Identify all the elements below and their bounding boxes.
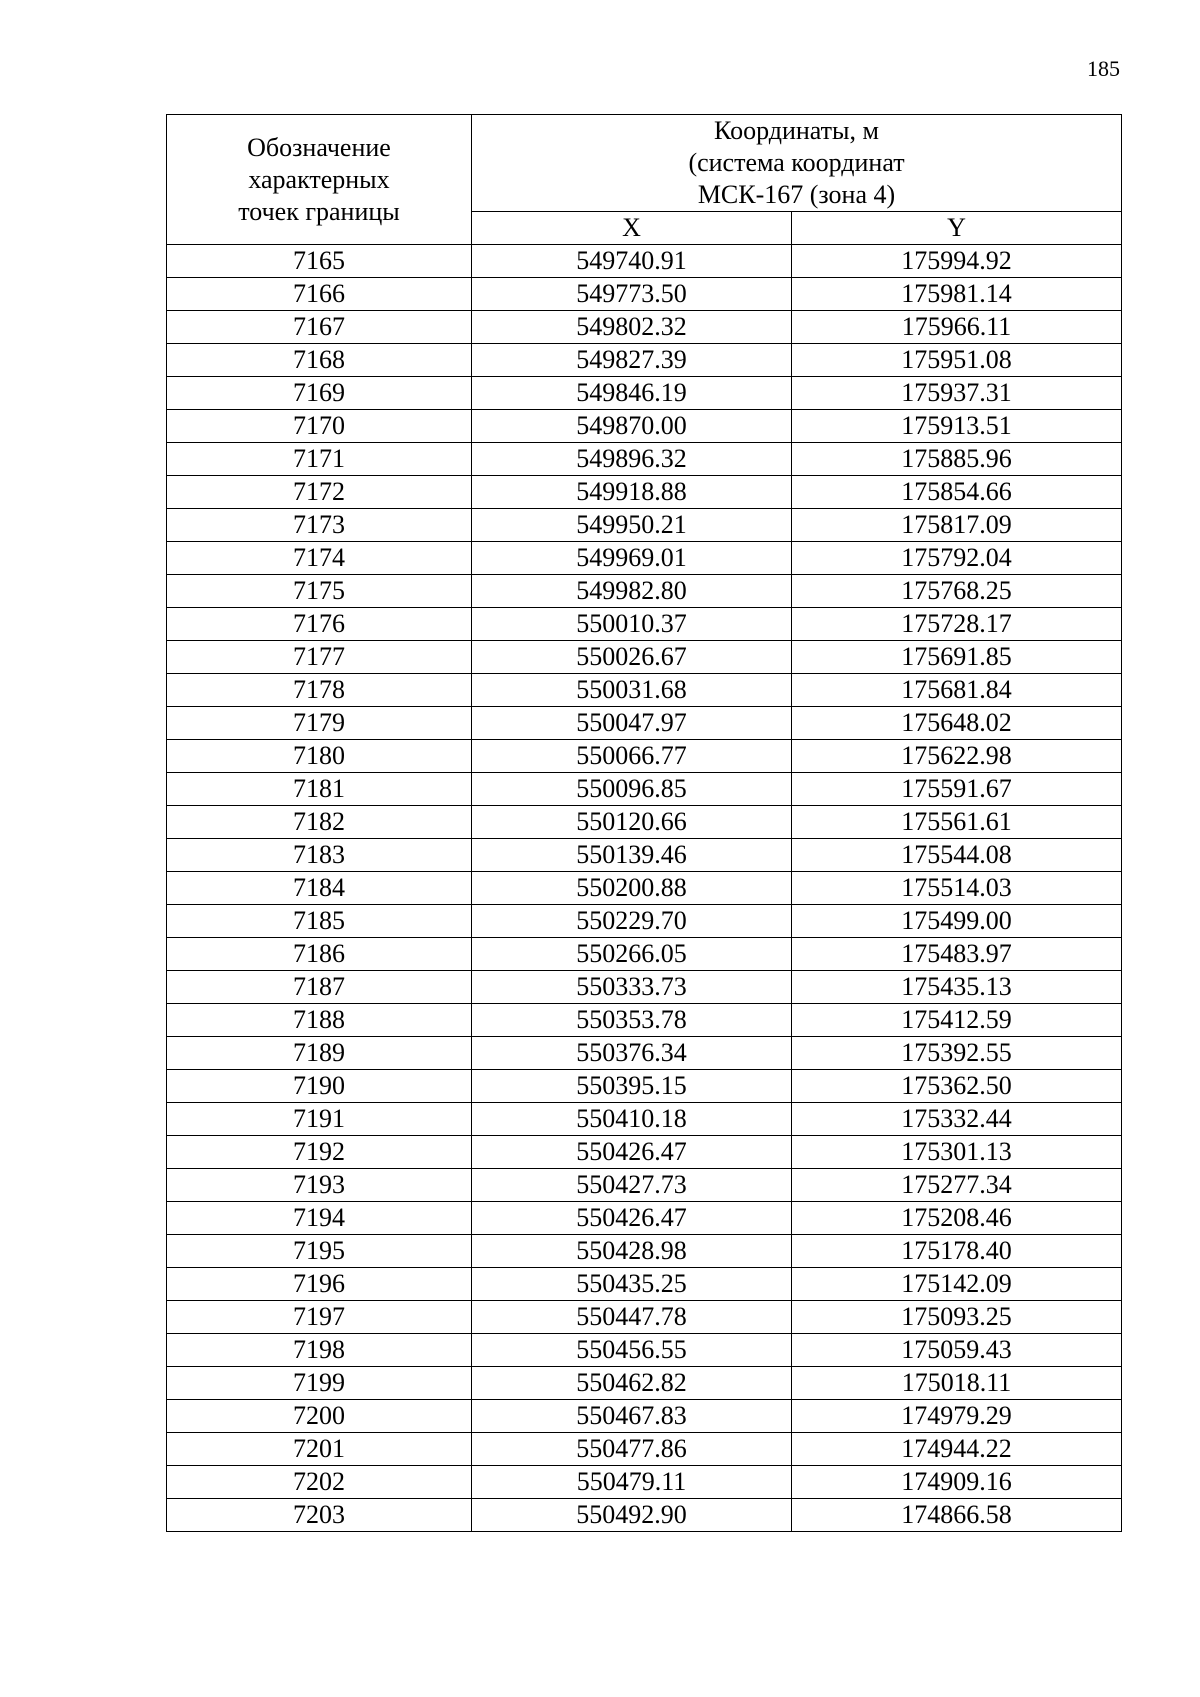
x-coordinate-cell: 550376.34 [472,1037,792,1070]
y-coordinate-cell: 175913.51 [792,410,1122,443]
y-coordinate-cell: 175951.08 [792,344,1122,377]
x-coordinate-cell: 550426.47 [472,1136,792,1169]
table-row [167,311,1122,344]
point-cell: 7177 [167,641,472,674]
table-row [167,1037,1122,1070]
x-coordinate-cell: 549870.00 [472,410,792,443]
point-cell: 7182 [167,806,472,839]
y-coordinate-cell: 175059.43 [792,1334,1122,1367]
y-coordinate-cell: 175362.50 [792,1070,1122,1103]
table-row [167,1367,1122,1400]
table-row [167,905,1122,938]
y-coordinate-cell: 175622.98 [792,740,1122,773]
table-row [167,839,1122,872]
x-coordinate-cell: 549950.21 [472,509,792,542]
point-cell: 7181 [167,773,472,806]
table-row [167,608,1122,641]
y-coordinate-cell: 175093.25 [792,1301,1122,1334]
x-coordinate-cell: 550427.73 [472,1169,792,1202]
point-cell: 7193 [167,1169,472,1202]
table-row [167,938,1122,971]
point-cell: 7166 [167,278,472,311]
x-coordinate-cell: 550200.88 [472,872,792,905]
point-cell: 7194 [167,1202,472,1235]
x-coordinate-cell: 550026.67 [472,641,792,674]
y-coordinate-cell: 175483.97 [792,938,1122,971]
x-coordinate-cell: 550435.25 [472,1268,792,1301]
table-body [167,245,1122,1532]
table-row [167,773,1122,806]
point-cell: 7180 [167,740,472,773]
table-row [167,443,1122,476]
y-coordinate-cell: 175178.40 [792,1235,1122,1268]
table-row [167,1301,1122,1334]
table-row [167,1103,1122,1136]
point-header-line: точек границы [238,196,400,226]
table-row [167,278,1122,311]
y-coordinate-cell: 175514.03 [792,872,1122,905]
x-coordinate-cell: 550479.11 [472,1466,792,1499]
point-cell: 7202 [167,1466,472,1499]
point-cell: 7167 [167,311,472,344]
table-row [167,1136,1122,1169]
point-cell: 7169 [167,377,472,410]
table-header [167,115,1122,245]
y-coordinate-cell: 175142.09 [792,1268,1122,1301]
point-cell: 7178 [167,674,472,707]
point-cell: 7168 [167,344,472,377]
point-cell: 7198 [167,1334,472,1367]
y-coordinate-cell: 175937.31 [792,377,1122,410]
table-row [167,872,1122,905]
y-coordinate-cell: 175885.96 [792,443,1122,476]
point-cell: 7170 [167,410,472,443]
y-coordinate-cell: 175691.85 [792,641,1122,674]
x-coordinate-cell: 550120.66 [472,806,792,839]
point-cell: 7197 [167,1301,472,1334]
point-cell: 7190 [167,1070,472,1103]
table-row [167,1400,1122,1433]
x-coordinate-cell: 550266.05 [472,938,792,971]
x-coordinate-cell: 550333.73 [472,971,792,1004]
table-row [167,707,1122,740]
x-coordinate-cell: 549846.19 [472,377,792,410]
y-coordinate-cell: 175681.84 [792,674,1122,707]
point-cell: 7185 [167,905,472,938]
point-cell: 7187 [167,971,472,1004]
table-row [167,509,1122,542]
x-coordinate-cell: 550139.46 [472,839,792,872]
table-row [167,1169,1122,1202]
y-coordinate-cell: 175561.61 [792,806,1122,839]
coords-header-line: Координаты, м [714,116,879,145]
point-cell: 7165 [167,245,472,278]
point-cell: 7195 [167,1235,472,1268]
x-coordinate-cell: 550456.55 [472,1334,792,1367]
y-coordinate-cell: 175817.09 [792,509,1122,542]
x-coordinate-cell: 550010.37 [472,608,792,641]
table-row [167,674,1122,707]
y-coordinate-cell: 175966.11 [792,311,1122,344]
x-coordinate-cell: 550410.18 [472,1103,792,1136]
point-cell: 7176 [167,608,472,641]
point-cell: 7199 [167,1367,472,1400]
point-cell: 7191 [167,1103,472,1136]
y-coordinate-cell: 175591.67 [792,773,1122,806]
point-cell: 7179 [167,707,472,740]
point-designation-header [167,115,472,245]
y-coordinate-cell: 175768.25 [792,575,1122,608]
y-coordinate-cell: 175499.00 [792,905,1122,938]
point-header-line: Обозначение [247,132,391,162]
table-row [167,1235,1122,1268]
table-row [167,410,1122,443]
y-coordinate-cell: 175018.11 [792,1367,1122,1400]
point-cell: 7201 [167,1433,472,1466]
x-coordinate-cell: 549827.39 [472,344,792,377]
point-cell: 7200 [167,1400,472,1433]
point-cell: 7173 [167,509,472,542]
page-number: 185 [1087,56,1120,81]
table-row [167,1466,1122,1499]
y-coordinate-cell: 175854.66 [792,476,1122,509]
point-cell: 7188 [167,1004,472,1037]
coords-header-line: (система координат [688,148,905,177]
table-row [167,1004,1122,1037]
coordinates-table [166,114,1122,1532]
y-coordinate-cell: 175412.59 [792,1004,1122,1037]
x-coordinate-cell: 550353.78 [472,1004,792,1037]
x-coordinate-cell: 550426.47 [472,1202,792,1235]
point-cell: 7174 [167,542,472,575]
x-coordinate-cell: 550047.97 [472,707,792,740]
x-coordinate-cell: 549773.50 [472,278,792,311]
y-coordinate-cell: 175332.44 [792,1103,1122,1136]
x-coordinate-cell: 550467.83 [472,1400,792,1433]
table-row [167,740,1122,773]
point-cell: 7189 [167,1037,472,1070]
table-row [167,476,1122,509]
y-coordinate-cell: 175208.46 [792,1202,1122,1235]
table-row [167,1202,1122,1235]
y-coordinate-cell: 174866.58 [792,1499,1122,1532]
point-header-line: характерных [248,164,390,194]
y-axis-header: Y [792,212,1122,245]
x-coordinate-cell: 549918.88 [472,476,792,509]
y-coordinate-cell: 175728.17 [792,608,1122,641]
y-coordinate-cell: 174909.16 [792,1466,1122,1499]
x-coordinate-cell: 550395.15 [472,1070,792,1103]
y-coordinate-cell: 175994.92 [792,245,1122,278]
point-cell: 7203 [167,1499,472,1532]
table-row [167,1070,1122,1103]
x-coordinate-cell: 549740.91 [472,245,792,278]
point-cell: 7172 [167,476,472,509]
y-coordinate-cell: 175301.13 [792,1136,1122,1169]
table-row [167,1334,1122,1367]
table-row [167,245,1122,278]
x-coordinate-cell: 550229.70 [472,905,792,938]
y-coordinate-cell: 174979.29 [792,1400,1122,1433]
table-row [167,971,1122,1004]
table-row [167,344,1122,377]
table-row [167,1499,1122,1532]
x-coordinate-cell: 550031.68 [472,674,792,707]
x-axis-header: X [472,212,792,245]
x-coordinate-cell: 550066.77 [472,740,792,773]
y-coordinate-cell: 175648.02 [792,707,1122,740]
y-coordinate-cell: 175277.34 [792,1169,1122,1202]
point-cell: 7171 [167,443,472,476]
table-row [167,542,1122,575]
y-coordinate-cell: 175981.14 [792,278,1122,311]
x-coordinate-cell: 550447.78 [472,1301,792,1334]
y-coordinate-cell: 175544.08 [792,839,1122,872]
point-cell: 7192 [167,1136,472,1169]
table-row [167,806,1122,839]
table-row [167,1268,1122,1301]
table-row [167,1433,1122,1466]
table-row [167,641,1122,674]
point-cell: 7186 [167,938,472,971]
x-coordinate-cell: 550428.98 [472,1235,792,1268]
x-coordinate-cell: 549802.32 [472,311,792,344]
x-coordinate-cell: 549969.01 [472,542,792,575]
y-coordinate-cell: 175435.13 [792,971,1122,1004]
y-coordinate-cell: 174944.22 [792,1433,1122,1466]
coords-header-line: МСК-167 (зона 4) [697,180,896,209]
y-coordinate-cell: 175792.04 [792,542,1122,575]
coordinates-header [472,115,1122,212]
x-coordinate-cell: 550096.85 [472,773,792,806]
y-coordinate-cell: 175392.55 [792,1037,1122,1070]
point-cell: 7183 [167,839,472,872]
x-coordinate-cell: 549896.32 [472,443,792,476]
table-row [167,377,1122,410]
x-coordinate-cell: 549982.80 [472,575,792,608]
x-coordinate-cell: 550492.90 [472,1499,792,1532]
x-coordinate-cell: 550462.82 [472,1367,792,1400]
table-row [167,575,1122,608]
point-cell: 7175 [167,575,472,608]
x-coordinate-cell: 550477.86 [472,1433,792,1466]
point-cell: 7196 [167,1268,472,1301]
point-cell: 7184 [167,872,472,905]
